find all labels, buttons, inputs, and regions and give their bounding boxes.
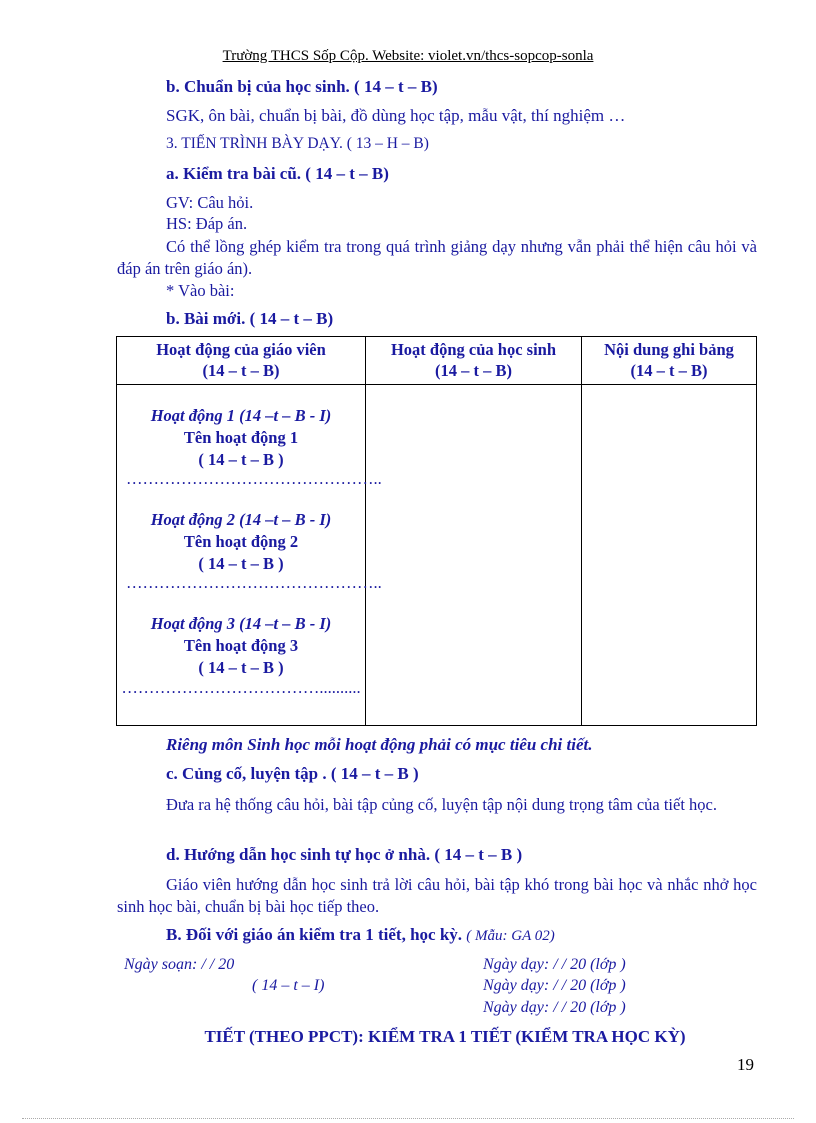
homework-heading-code: ( 14 – t – B ): [434, 845, 523, 864]
header-teacher: [117, 337, 366, 385]
check-intro: * Vào bài:: [166, 281, 235, 300]
activity-3: [117, 613, 365, 697]
exam-plan-heading: [166, 925, 555, 945]
check-heading-code: ( 14 – t – B): [305, 164, 389, 183]
activity-3-name: Tên hoạt động 3: [183, 636, 299, 655]
prep-body: SGK, ôn bài, chuẩn bị bài, đồ dùng học tập, mẫu vật, thí nghiệm …: [166, 106, 626, 125]
board-content-cell: [582, 385, 757, 726]
activity-3-dots: ………………………………..........: [121, 678, 361, 697]
header-student-code: (14 – t – B): [435, 361, 512, 380]
lesson-title: TIẾT (THEO PPCT): KIỂM TRA 1 TIẾT (KIỂM TRA HỌC KỲ): [204, 1027, 686, 1046]
new-lesson-heading: [166, 309, 333, 329]
activity-1-dots: ………………………………………..: [126, 469, 382, 488]
activity-1-label: Hoạt động 1 (14 –t – B - I): [150, 406, 332, 425]
activity-2-dots: ………………………………………..: [126, 573, 382, 592]
page-footer-divider: [22, 1118, 794, 1119]
homework-heading-text: d. Hướng dẫn học sinh tự học ở nhà.: [166, 845, 431, 864]
prep-heading: [166, 77, 438, 97]
biology-note: Riêng môn Sinh học mỗi hoạt động phải có mục tiêu chi tiết.: [166, 735, 593, 754]
new-lesson-heading-code: ( 14 – t – B): [249, 309, 334, 328]
activity-1-code: ( 14 – t – B ): [198, 450, 284, 469]
date-taught-2: Ngày dạy: / / 20 (lớp ): [483, 977, 626, 994]
consolidate-heading-text: c. Củng cố, luyện tập .: [166, 764, 327, 783]
exam-plan-heading-text: B. Đối với giáo án kiểm tra 1 tiết, học kỳ.: [166, 925, 463, 944]
check-note: Có thể lồng ghép kiểm tra trong quá trình giảng dạy nhưng vẫn phải thể hiện câu hỏi và đáp án trên giáo án).: [117, 237, 757, 278]
header-student-title: Hoạt động của học sinh: [390, 340, 557, 359]
header-teacher-title: Hoạt động của giáo viên: [156, 340, 326, 359]
homework-heading: [166, 845, 522, 865]
header-board: [582, 337, 757, 385]
consolidate-body: Đưa ra hệ thống câu hỏi, bài tập củng cố, luyện tập nội dung trọng tâm của tiết học.: [166, 795, 717, 814]
activity-table: [116, 336, 757, 726]
table-body-row: [117, 385, 757, 726]
teacher-activities-cell: [117, 385, 382, 726]
date-prepared-code: ( 14 – t – I): [252, 977, 325, 994]
date-taught-1: Ngày dạy: / / 20 (lớp ): [483, 956, 626, 973]
header-text: Trường THCS Sốp Cộp. Website: violet.vn/thcs-sopcop-sonla: [222, 48, 594, 64]
consolidate-heading-code: ( 14 – t – B ): [330, 764, 419, 783]
activity-2-name: Tên hoạt động 2: [183, 532, 299, 551]
activity-2-label: Hoạt động 2 (14 –t – B - I): [150, 510, 332, 529]
activity-1: [117, 405, 382, 488]
prep-heading-code: ( 14 – t – B): [354, 77, 438, 96]
header-board-code: (14 – t – B): [630, 361, 708, 380]
check-hs: HS: Đáp án.: [166, 214, 248, 233]
homework-body: Giáo viên hướng dẫn học sinh trả lời câu hỏi, bài tập khó trong bài học và nhắc nhở học sinh học bài, chuẩn bị bài học tiếp theo.: [117, 875, 757, 916]
prep-heading-text: b. Chuẩn bị của học sinh.: [166, 77, 350, 96]
check-heading: [166, 164, 389, 184]
header-teacher-code: (14 – t – B): [202, 361, 280, 380]
page-header: [0, 48, 816, 65]
activity-3-label: Hoạt động 3 (14 –t – B - I): [150, 614, 332, 633]
activity-2: [117, 509, 382, 592]
date-prepared: Ngày soạn: / / 20: [124, 956, 235, 973]
activity-2-code: ( 14 – t – B ): [198, 554, 284, 573]
check-heading-text: a. Kiểm tra bài cũ.: [166, 164, 302, 183]
activity-3-code: ( 14 – t – B ): [198, 658, 284, 677]
header-student: [366, 337, 582, 385]
process-heading-text: 3. TIẾN TRÌNH BÀY DẠY.: [166, 135, 343, 152]
table-header-row: [117, 337, 757, 385]
consolidate-heading: [166, 764, 419, 784]
student-activities-cell: [366, 385, 582, 726]
process-heading-code: ( 13 – H – B): [346, 135, 429, 152]
header-board-title: Nội dung ghi bảng: [604, 340, 734, 359]
date-taught-3: Ngày dạy: / / 20 (lớp ): [483, 999, 626, 1016]
check-gv: GV: Câu hỏi.: [166, 193, 254, 212]
exam-plan-template: ( Mẫu: GA 02): [466, 928, 555, 944]
activity-1-name: Tên hoạt động 1: [183, 428, 299, 447]
page-number: 19: [737, 1055, 754, 1074]
process-heading: [166, 135, 429, 153]
new-lesson-heading-text: b. Bài mới.: [166, 309, 246, 328]
